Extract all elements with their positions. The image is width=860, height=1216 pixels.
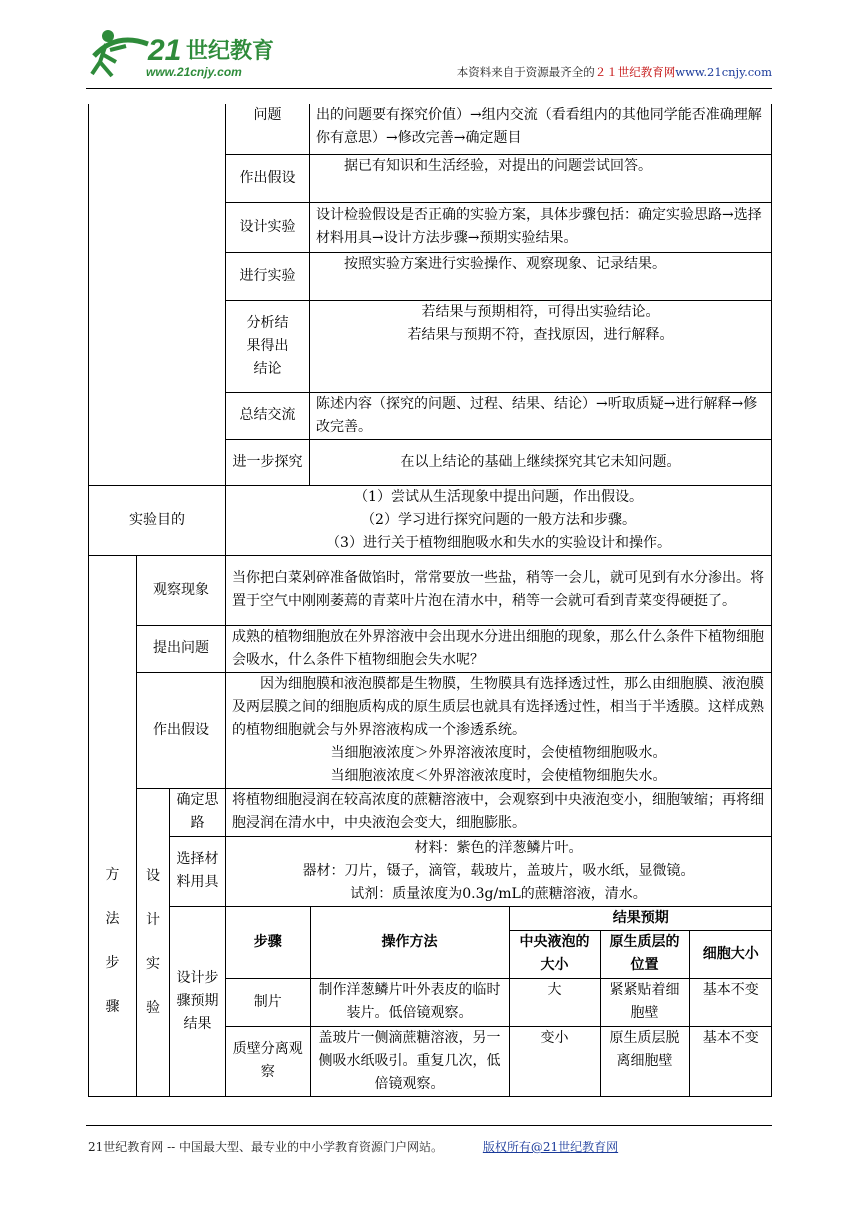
step-label: 总结交流 bbox=[226, 392, 310, 439]
footer-link[interactable]: 版权所有@21世纪教育网 bbox=[482, 1140, 619, 1154]
svg-text:21: 21 bbox=[148, 34, 182, 67]
row-step: 质壁分离观察 bbox=[226, 1026, 310, 1096]
content-table bbox=[88, 104, 772, 1097]
header-protoplast: 原生质层的位置 bbox=[600, 930, 689, 978]
row-operation: 制作洋葱鳞片叶外表皮的临时装片。低倍镜观察。 bbox=[310, 978, 509, 1026]
step-content: 据已有知识和生活经验，对提出的问题尝试回答。 bbox=[310, 154, 772, 202]
header-step: 步骤 bbox=[226, 907, 310, 979]
footer-divider bbox=[86, 1125, 772, 1126]
svg-text:世纪教育: 世纪教育 bbox=[186, 39, 275, 64]
step-content: 出的问题要有探究价值）→组内交流（看看组内的其他同学能否准确理解你有意思）→修改完善→确定题目 bbox=[310, 104, 772, 154]
step-label: 分析结果得出结论 bbox=[226, 300, 310, 392]
row-step: 制片 bbox=[226, 978, 310, 1026]
row-protoplast: 紧紧贴着细胞壁 bbox=[600, 978, 689, 1026]
header-result: 结果预期 bbox=[509, 907, 772, 931]
step-label: 设计实验 bbox=[226, 202, 310, 252]
materials-label: 选择材料用具 bbox=[170, 836, 226, 906]
step-content: 陈述内容（探究的问题、过程、结果、结论）→听取质疑→进行解释→修改完善。 bbox=[310, 392, 772, 439]
row-vacuole: 大 bbox=[509, 978, 600, 1026]
steps-table-cell bbox=[226, 906, 772, 1097]
hypothesis-label: 作出假设 bbox=[137, 672, 226, 788]
hypothesis-content: 因为细胞膜和液泡膜都是生物膜，生物膜具有选择透过性，那么由细胞膜、液泡膜及两层膜之间的细胞质构成的原生质层也就具有选择透过性，相当于半透膜。这样成熟的植物细胞就会与外界溶液构成一个渗透系统。 当细胞液浓度＞外界溶液浓度时，会使植物细胞吸水。 当细胞液浓度＜外界溶液浓度时，会使植物细胞失水。 bbox=[226, 672, 772, 788]
objectives-content: （1）尝试从生活现象中提出问题，作出假设。 （2）学习进行探究问题的一般方法和步骤。 （3）进行关于植物细胞吸水和失水的实验设计和操作。 bbox=[226, 485, 772, 555]
header-vacuole: 中央液泡的大小 bbox=[509, 930, 600, 978]
blank-cell bbox=[89, 104, 226, 485]
row-cell: 基本不变 bbox=[689, 978, 772, 1026]
materials-content: 材料：紫色的洋葱鳞片叶。 器材：刀片，镊子，滴管，载玻片，盖玻片，吸水纸，显微镜。 试剂：质量浓度为0.3g/mL的蔗糖溶液，清水。 bbox=[226, 836, 772, 906]
step-label: 进行实验 bbox=[226, 252, 310, 300]
header-divider bbox=[86, 88, 772, 89]
row-operation: 盖玻片一侧滴蔗糖溶液，另一侧吸水纸吸引。重复几次，低倍镜观察。 bbox=[310, 1026, 509, 1096]
observe-label: 观察现象 bbox=[137, 555, 226, 625]
steps-label: 设计步骤预期结果 bbox=[170, 906, 226, 1097]
step-label: 作出假设 bbox=[226, 154, 310, 202]
question-content: 成熟的植物细胞放在外界溶液中会出现水分进出细胞的现象，那么什么条件下植物细胞会吸水，什么条件下植物细胞会失水呢？ bbox=[226, 625, 772, 672]
step-content: 按照实验方案进行实验操作、观察现象、记录结果。 bbox=[310, 252, 772, 300]
row-vacuole: 变小 bbox=[509, 1026, 600, 1096]
method-label: 方 法 步 骤 bbox=[89, 555, 137, 1097]
steps-table bbox=[226, 907, 772, 1097]
step-content: 在以上结论的基础上继续探究其它未知问题。 bbox=[310, 439, 772, 485]
table-row bbox=[226, 1026, 772, 1096]
logo-icon bbox=[86, 22, 286, 80]
step-content: 设计检验假设是否正确的实验方案，具体步骤包括：确定实验思路→选择材料用具→设计方法步骤→预期实验结果。 bbox=[310, 202, 772, 252]
objectives-label: 实验目的 bbox=[89, 485, 226, 555]
design-label: 设 计 实 验 bbox=[137, 788, 170, 1097]
step-label: 问题 bbox=[226, 104, 310, 154]
row-protoplast: 原生质层脱离细胞壁 bbox=[600, 1026, 689, 1096]
page-footer bbox=[88, 1138, 618, 1155]
header-cell: 细胞大小 bbox=[689, 930, 772, 978]
header-operation: 操作方法 bbox=[310, 907, 509, 979]
footer-text: 21世纪教育网 -- 中国最大型、最专业的中小学教育资源门户网站。 bbox=[88, 1140, 444, 1154]
logo-url: www.21cnjy.com bbox=[146, 65, 242, 79]
page-header bbox=[86, 22, 772, 84]
step-content: 若结果与预期相符，可得出实验结论。 若结果与预期不符，查找原因，进行解释。 bbox=[310, 300, 772, 392]
idea-content: 将植物细胞浸润在较高浓度的蔗糖溶液中，会观察到中央液泡变小，细胞皱缩；再将细胞浸润在清水中，中央液泡会变大，细胞膨胀。 bbox=[226, 788, 772, 836]
header-note: 本资料来自于资源最齐全的２１世纪教育网www.21cnjy.com bbox=[456, 65, 772, 79]
question-label: 提出问题 bbox=[137, 625, 226, 672]
table-row bbox=[226, 978, 772, 1026]
idea-label: 确定思路 bbox=[170, 788, 226, 836]
observe-content: 当你把白菜剁碎准备做馅时，常常要放一些盐，稍等一会儿，就可见到有水分渗出。将置于空气中刚刚萎蔫的青菜叶片泡在清水中，稍等一会就可看到青菜变得硬挺了。 bbox=[226, 555, 772, 625]
row-cell: 基本不变 bbox=[689, 1026, 772, 1096]
step-label: 进一步探究 bbox=[226, 439, 310, 485]
